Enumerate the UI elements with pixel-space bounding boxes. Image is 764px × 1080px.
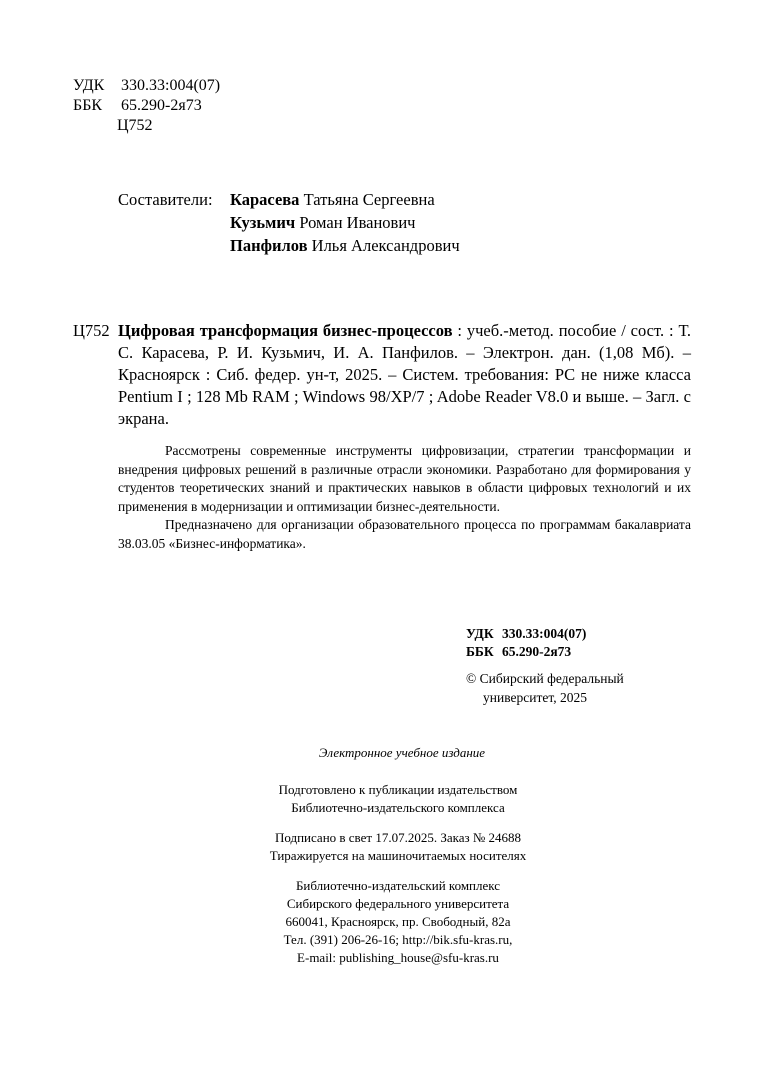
udk-value: 330.33:004(07)	[502, 626, 587, 641]
imprint-line: Библиотечно-издательского комплекса	[291, 800, 505, 815]
compiler-row	[118, 188, 460, 211]
annotation	[118, 442, 691, 553]
compiler-row	[118, 234, 460, 257]
top-classification	[73, 76, 220, 136]
cutter-code: Ц752	[117, 117, 153, 134]
bbk-row	[466, 643, 586, 661]
publisher-address: 660041, Красноярск, пр. Свободный, 82а	[285, 914, 511, 929]
udk-row	[466, 625, 586, 643]
bottom-classification	[466, 625, 586, 661]
bbk-label: ББК	[466, 644, 494, 659]
copyright-line: университет, 2025	[483, 690, 587, 705]
record-cutter: Ц752	[73, 321, 110, 340]
publisher-contacts: Тел. (391) 206-26-16; http://bik.sfu-kras.ru,	[283, 932, 513, 947]
bbk-value: 65.290-2я73	[121, 97, 202, 114]
book-title: Цифровая трансформация бизнес-процессов	[118, 321, 453, 340]
bbk-row	[73, 96, 220, 116]
prepared-note	[16, 781, 764, 817]
udk-row	[73, 76, 220, 96]
annotation-paragraph: Предназначено для организации образовательного процесса по программам бакалавриата 38.03.05 «Бизнес-информатика».	[118, 517, 691, 551]
imprint-line: Тиражируется на машиночитаемых носителях	[269, 848, 527, 863]
compiler-name: Карасева Татьяна Сергеевна	[230, 190, 435, 209]
publisher-email: E-mail: publishing_house@sfu-kras.ru	[297, 950, 499, 965]
udk-label: УДК	[466, 626, 494, 641]
imprint-line: Сибирского федерального университета	[286, 896, 510, 911]
udk-value: 330.33:004(07)	[121, 77, 221, 94]
compiler-name: Кузьмич Роман Иванович	[230, 213, 416, 232]
publisher-info	[16, 877, 764, 967]
udk-label: УДК	[73, 77, 105, 94]
bbk-label: ББК	[73, 97, 103, 114]
record-description: : учеб.-метод. пособие / сост. : Т. С. Карасева, Р. И. Кузьмич, И. А. Панфилов. – Электрон. дан. (1,08 Мб). – Красноярск : Сиб. федер. ун-т, 2025. – Систем. требования: PC не ниже класса Pentium I ; 128 Mb RAM ; Windows 98/XP/7 ; Adobe Reader V8.0 и выше. – Загл. с экрана.	[118, 321, 691, 428]
record-body	[118, 320, 691, 430]
copyright-line: © Сибирский федеральный	[466, 671, 624, 686]
edition-type: Электронное учебное издание	[318, 745, 486, 760]
annotation-paragraph: Рассмотрены современные инструменты цифровизации, стратегии трансформации и внедрения цифровых решений в различные отрасли экономики. Разработано для формирования у студентов теоретических знаний и практических навыков в области цифровых технологий и их применения в модернизации и оптимизации бизнес-деятельности.	[118, 443, 691, 514]
imprint-line: Библиотечно-издательский комплекс	[295, 878, 501, 893]
compilers-label: Составители:	[118, 190, 213, 209]
imprint-line: Подписано в свет 17.07.2025. Заказ № 24688	[274, 830, 522, 845]
signed-note	[16, 829, 764, 865]
copyright-notice	[466, 669, 624, 707]
compiler-row	[118, 211, 460, 234]
bbk-value: 65.290-2я73	[502, 644, 572, 659]
bibliographic-record	[73, 320, 691, 430]
imprint-line: Подготовлено к публикации издательством	[278, 782, 518, 797]
compiler-name: Панфилов Илья Александрович	[230, 236, 460, 255]
compilers-block	[118, 188, 460, 257]
